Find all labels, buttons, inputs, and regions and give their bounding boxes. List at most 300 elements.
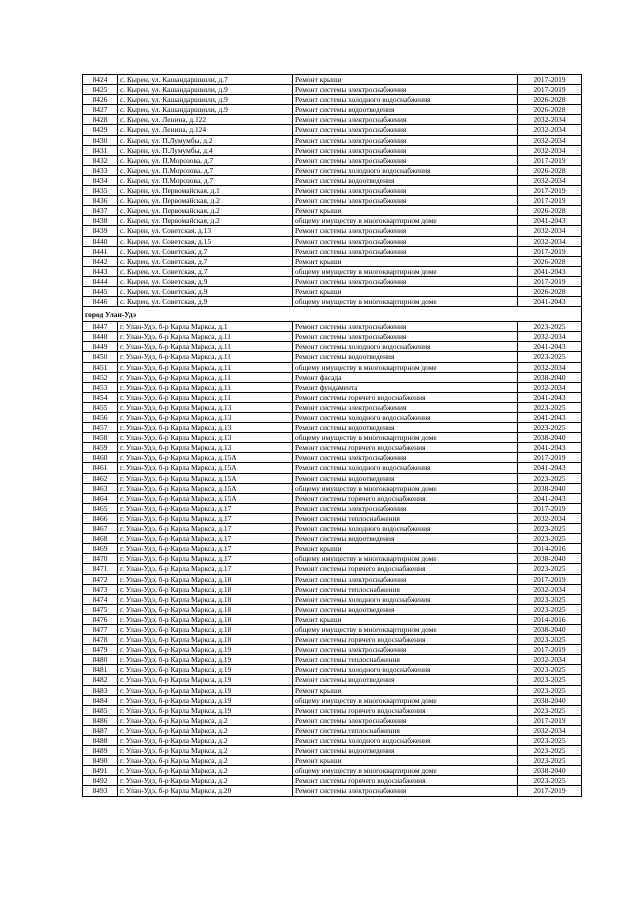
- table-row: [83, 226, 582, 236]
- work-type-cell: общему имуществу в многоквартирном доме: [293, 266, 518, 276]
- row-number: 8429: [83, 125, 118, 135]
- address-cell: г. Улан-Удэ, б-р Карла Маркса, д.18: [118, 594, 293, 604]
- address-cell: г. Улан-Удэ, б-р Карла Маркса, д.2: [118, 725, 293, 735]
- table-row: [83, 423, 582, 433]
- address-cell: г. Улан-Удэ, б-р Карла Маркса, д.17: [118, 503, 293, 513]
- row-number: 8463: [83, 483, 118, 493]
- work-type-cell: Ремонт системы водоотведения: [293, 746, 518, 756]
- table-row: [83, 216, 582, 226]
- address-cell: с. Кырен, ул. П.Морозова, д.7: [118, 165, 293, 175]
- period-cell: 2023-2025: [518, 756, 582, 766]
- work-type-cell: Ремонт системы электроснабжения: [293, 85, 518, 95]
- row-number: 8478: [83, 635, 118, 645]
- table-row: [83, 604, 582, 614]
- address-cell: г. Улан-Удэ, б-р Карла Маркса, д.18: [118, 574, 293, 584]
- address-cell: г. Улан-Удэ, б-р Карла Маркса, д.1: [118, 322, 293, 332]
- period-cell: 2026-2028: [518, 105, 582, 115]
- row-number: 8425: [83, 85, 118, 95]
- address-cell: г. Улан-Удэ, б-р Карла Маркса, д.19: [118, 645, 293, 655]
- table-row: [83, 584, 582, 594]
- period-cell: 2023-2025: [518, 534, 582, 544]
- work-type-cell: общему имуществу в многоквартирном доме: [293, 297, 518, 307]
- period-cell: 2041-2043: [518, 342, 582, 352]
- address-cell: г. Улан-Удэ, б-р Карла Маркса, д.17: [118, 524, 293, 534]
- row-number: 8461: [83, 463, 118, 473]
- work-type-cell: Ремонт системы холодного водоснабжения: [293, 665, 518, 675]
- row-number: 8426: [83, 95, 118, 105]
- table-row: [83, 135, 582, 145]
- work-type-cell: Ремонт системы теплоснабжения: [293, 513, 518, 523]
- row-number: 8441: [83, 246, 118, 256]
- work-type-cell: общему имуществу в многоквартирном доме: [293, 433, 518, 443]
- row-number: 8436: [83, 196, 118, 206]
- row-number: 8474: [83, 594, 118, 604]
- table-row: [83, 624, 582, 634]
- period-cell: 2038-2040: [518, 372, 582, 382]
- row-number: 8466: [83, 513, 118, 523]
- work-type-cell: Ремонт системы холодного водоснабжения: [293, 95, 518, 105]
- work-type-cell: общему имуществу в многоквартирном доме: [293, 766, 518, 776]
- work-type-cell: Ремонт системы электроснабжения: [293, 786, 518, 796]
- period-cell: 2032-2034: [518, 584, 582, 594]
- table-row: [83, 473, 582, 483]
- address-cell: с. Кырен, ул. Советская, д.15: [118, 236, 293, 246]
- row-number: 8484: [83, 695, 118, 705]
- row-number: 8481: [83, 665, 118, 675]
- period-cell: 2041-2043: [518, 216, 582, 226]
- address-cell: с. Кырен, ул. Кашандаршвили, д.9: [118, 95, 293, 105]
- period-cell: 2023-2025: [518, 705, 582, 715]
- table-row: [83, 256, 582, 266]
- address-cell: с. Кырен, ул. Кашандаршвили, д.7: [118, 75, 293, 85]
- work-type-cell: Ремонт системы электроснабжения: [293, 332, 518, 342]
- row-number: 8430: [83, 135, 118, 145]
- work-type-cell: общему имуществу в многоквартирном доме: [293, 554, 518, 564]
- work-type-cell: общему имуществу в многоквартирном доме: [293, 216, 518, 226]
- address-cell: с. Кырен, ул. Первомайская, д.2: [118, 196, 293, 206]
- period-cell: 2026-2028: [518, 206, 582, 216]
- work-type-cell: Ремонт системы электроснабжения: [293, 135, 518, 145]
- period-cell: 2017-2019: [518, 186, 582, 196]
- period-cell: 2023-2025: [518, 524, 582, 534]
- period-cell: 2041-2043: [518, 463, 582, 473]
- table-row: [83, 297, 582, 307]
- work-type-cell: Ремонт системы водоотведения: [293, 423, 518, 433]
- table-row: [83, 746, 582, 756]
- table-row: [83, 695, 582, 705]
- address-cell: г. Улан-Удэ, б-р Карла Маркса, д.15А: [118, 483, 293, 493]
- work-type-cell: Ремонт системы горячего водоснабжения: [293, 776, 518, 786]
- address-cell: г. Улан-Удэ, б-р Карла Маркса, д.15А: [118, 493, 293, 503]
- table-row: [83, 705, 582, 715]
- address-cell: г. Улан-Удэ, б-р Карла Маркса, д.11: [118, 362, 293, 372]
- row-number: 8477: [83, 624, 118, 634]
- table-row: [83, 332, 582, 342]
- address-cell: г. Улан-Удэ, б-р Карла Маркса, д.15А: [118, 453, 293, 463]
- address-cell: г. Улан-Удэ, б-р Карла Маркса, д.18: [118, 635, 293, 645]
- period-cell: 2023-2025: [518, 402, 582, 412]
- address-cell: г. Улан-Удэ, б-р Карла Маркса, д.15А: [118, 463, 293, 473]
- work-type-cell: Ремонт системы холодного водоснабжения: [293, 594, 518, 604]
- repair-schedule-table: [82, 74, 582, 797]
- period-cell: 2023-2025: [518, 352, 582, 362]
- work-type-cell: Ремонт системы водоотведения: [293, 675, 518, 685]
- table-row: [83, 675, 582, 685]
- period-cell: 2038-2040: [518, 433, 582, 443]
- period-cell: 2023-2025: [518, 776, 582, 786]
- table-row: [83, 105, 582, 115]
- period-cell: 2026-2028: [518, 165, 582, 175]
- period-cell: 2032-2034: [518, 362, 582, 372]
- row-number: 8454: [83, 392, 118, 402]
- address-cell: с. Кырен, ул. Ленина, д.122: [118, 115, 293, 125]
- row-number: 8485: [83, 705, 118, 715]
- table-row: [83, 463, 582, 473]
- work-type-cell: Ремонт системы электроснабжения: [293, 145, 518, 155]
- period-cell: 2017-2019: [518, 85, 582, 95]
- address-cell: г. Улан-Удэ, б-р Карла Маркса, д.2: [118, 715, 293, 725]
- work-type-cell: Ремонт системы электроснабжения: [293, 645, 518, 655]
- table-row: [83, 483, 582, 493]
- table-row: [83, 534, 582, 544]
- address-cell: г. Улан-Удэ, б-р Карла Маркса, д.19: [118, 695, 293, 705]
- address-cell: г. Улан-Удэ, б-р Карла Маркса, д.17: [118, 513, 293, 523]
- period-cell: 2041-2043: [518, 493, 582, 503]
- table-row: [83, 513, 582, 523]
- period-cell: 2032-2034: [518, 175, 582, 185]
- section-header-row: [83, 307, 582, 322]
- period-cell: 2014-2016: [518, 614, 582, 624]
- work-type-cell: Ремонт системы электроснабжения: [293, 322, 518, 332]
- row-number: 8459: [83, 443, 118, 453]
- table-row: [83, 236, 582, 246]
- work-type-cell: Ремонт системы теплоснабжения: [293, 584, 518, 594]
- address-cell: г. Улан-Удэ, б-р Карла Маркса, д.19: [118, 705, 293, 715]
- row-number: 8473: [83, 584, 118, 594]
- work-type-cell: Ремонт системы холодного водоснабжения: [293, 165, 518, 175]
- row-number: 8488: [83, 736, 118, 746]
- row-number: 8475: [83, 604, 118, 614]
- table-row: [83, 574, 582, 584]
- address-cell: г. Улан-Удэ, б-р Карла Маркса, д.11: [118, 342, 293, 352]
- address-cell: г. Улан-Удэ, б-р Карла Маркса, д.2: [118, 766, 293, 776]
- period-cell: 2032-2034: [518, 226, 582, 236]
- address-cell: г. Улан-Удэ, б-р Карла Маркса, д.17: [118, 534, 293, 544]
- work-type-cell: Ремонт системы горячего водоснабжения: [293, 493, 518, 503]
- period-cell: 2017-2019: [518, 246, 582, 256]
- table-row: [83, 493, 582, 503]
- work-type-cell: Ремонт системы электроснабжения: [293, 236, 518, 246]
- row-number: 8437: [83, 206, 118, 216]
- rows-kyren: [83, 75, 582, 307]
- table-row: [83, 165, 582, 175]
- address-cell: с. Кырен, ул. Советская, д.7: [118, 246, 293, 256]
- table-row: [83, 413, 582, 423]
- row-number: 8460: [83, 453, 118, 463]
- work-type-cell: общему имуществу в многоквартирном доме: [293, 483, 518, 493]
- table-row: [83, 645, 582, 655]
- address-cell: г. Улан-Удэ, б-р Карла Маркса, д.2: [118, 756, 293, 766]
- work-type-cell: Ремонт системы холодного водоснабжения: [293, 413, 518, 423]
- table-row: [83, 715, 582, 725]
- row-number: 8443: [83, 266, 118, 276]
- address-cell: г. Улан-Удэ, б-р Карла Маркса, д.13: [118, 413, 293, 423]
- period-cell: 2023-2025: [518, 685, 582, 695]
- table-row: [83, 75, 582, 85]
- row-number: 8464: [83, 493, 118, 503]
- address-cell: г. Улан-Удэ, б-р Карла Маркса, д.13: [118, 402, 293, 412]
- work-type-cell: Ремонт фундамента: [293, 382, 518, 392]
- address-cell: г. Улан-Удэ, б-р Карла Маркса, д.11: [118, 332, 293, 342]
- row-number: 8468: [83, 534, 118, 544]
- period-cell: 2023-2025: [518, 322, 582, 332]
- row-number: 8458: [83, 433, 118, 443]
- table-row: [83, 322, 582, 332]
- table-row: [83, 342, 582, 352]
- address-cell: г. Улан-Удэ, б-р Карла Маркса, д.17: [118, 554, 293, 564]
- row-number: 8456: [83, 413, 118, 423]
- work-type-cell: Ремонт крыши: [293, 614, 518, 624]
- table-row: [83, 266, 582, 276]
- table-row: [83, 635, 582, 645]
- row-number: 8428: [83, 115, 118, 125]
- period-cell: 2017-2019: [518, 75, 582, 85]
- work-type-cell: Ремонт системы электроснабжения: [293, 186, 518, 196]
- address-cell: г. Улан-Удэ, б-р Карла Маркса, д.2: [118, 746, 293, 756]
- row-number: 8448: [83, 332, 118, 342]
- row-number: 8455: [83, 402, 118, 412]
- table-row: [83, 155, 582, 165]
- work-type-cell: Ремонт системы электроснабжения: [293, 276, 518, 286]
- work-type-cell: Ремонт системы водоотведения: [293, 604, 518, 614]
- period-cell: 2038-2040: [518, 483, 582, 493]
- table-row: [83, 95, 582, 105]
- period-cell: 2041-2043: [518, 392, 582, 402]
- row-number: 8440: [83, 236, 118, 246]
- row-number: 8432: [83, 155, 118, 165]
- address-cell: г. Улан-Удэ, б-р Карла Маркса, д.13: [118, 433, 293, 443]
- period-cell: 2017-2019: [518, 196, 582, 206]
- table-row: [83, 85, 582, 95]
- period-cell: 2038-2040: [518, 695, 582, 705]
- row-number: 8457: [83, 423, 118, 433]
- address-cell: с. Кырен, ул. П.Морозова, д.7: [118, 155, 293, 165]
- period-cell: 2026-2028: [518, 256, 582, 266]
- table-row: [83, 186, 582, 196]
- work-type-cell: Ремонт системы холодного водоснабжения: [293, 736, 518, 746]
- address-cell: с. Кырен, ул. П.Морозова, д.7: [118, 175, 293, 185]
- work-type-cell: Ремонт крыши: [293, 75, 518, 85]
- address-cell: г. Улан-Удэ, б-р Карла Маркса, д.13: [118, 423, 293, 433]
- period-cell: 2023-2025: [518, 423, 582, 433]
- table-row: [83, 372, 582, 382]
- period-cell: 2041-2043: [518, 297, 582, 307]
- table-row: [83, 453, 582, 463]
- row-number: 8447: [83, 322, 118, 332]
- work-type-cell: Ремонт системы водоотведения: [293, 105, 518, 115]
- row-number: 8453: [83, 382, 118, 392]
- period-cell: 2017-2019: [518, 453, 582, 463]
- table-row: [83, 382, 582, 392]
- table-row: [83, 564, 582, 574]
- row-number: 8452: [83, 372, 118, 382]
- address-cell: с. Кырен, ул. Советская, д.9: [118, 276, 293, 286]
- table-row: [83, 766, 582, 776]
- table-row: [83, 286, 582, 296]
- period-cell: 2038-2040: [518, 624, 582, 634]
- row-number: 8427: [83, 105, 118, 115]
- table-row: [83, 246, 582, 256]
- period-cell: 2032-2034: [518, 135, 582, 145]
- work-type-cell: Ремонт системы электроснабжения: [293, 196, 518, 206]
- table-row: [83, 655, 582, 665]
- document-page: [82, 74, 582, 797]
- address-cell: г. Улан-Удэ, б-р Карла Маркса, д.11: [118, 372, 293, 382]
- period-cell: 2023-2025: [518, 594, 582, 604]
- period-cell: 2017-2019: [518, 503, 582, 513]
- work-type-cell: Ремонт системы горячего водоснабжения: [293, 392, 518, 402]
- row-number: 8445: [83, 286, 118, 296]
- address-cell: с. Кырен, ул. Первомайская, д.2: [118, 206, 293, 216]
- row-number: 8472: [83, 574, 118, 584]
- work-type-cell: Ремонт системы горячего водоснабжения: [293, 705, 518, 715]
- address-cell: с. Кырен, ул. П.Лумумбы, д.2: [118, 135, 293, 145]
- address-cell: с. Кырен, ул. Советская, д.13: [118, 226, 293, 236]
- table-row: [83, 786, 582, 796]
- table-row: [83, 115, 582, 125]
- work-type-cell: Ремонт системы теплоснабжения: [293, 725, 518, 735]
- row-number: 8449: [83, 342, 118, 352]
- table-row: [83, 503, 582, 513]
- table-row: [83, 736, 582, 746]
- row-number: 8446: [83, 297, 118, 307]
- table-row: [83, 776, 582, 786]
- row-number: 8486: [83, 715, 118, 725]
- work-type-cell: Ремонт системы электроснабжения: [293, 155, 518, 165]
- period-cell: 2017-2019: [518, 155, 582, 165]
- table-row: [83, 614, 582, 624]
- period-cell: 2038-2040: [518, 766, 582, 776]
- period-cell: 2026-2028: [518, 286, 582, 296]
- table-row: [83, 175, 582, 185]
- address-cell: г. Улан-Удэ, б-р Карла Маркса, д.19: [118, 675, 293, 685]
- work-type-cell: Ремонт системы электроснабжения: [293, 246, 518, 256]
- period-cell: 2023-2025: [518, 635, 582, 645]
- address-cell: г. Улан-Удэ, б-р Карла Маркса, д.2: [118, 776, 293, 786]
- period-cell: 2023-2025: [518, 604, 582, 614]
- table-row: [83, 544, 582, 554]
- period-cell: 2026-2028: [518, 95, 582, 105]
- address-cell: г. Улан-Удэ, б-р Карла Маркса, д.11: [118, 392, 293, 402]
- address-cell: с. Кырен, ул. Первомайская, д.1: [118, 186, 293, 196]
- row-number: 8489: [83, 746, 118, 756]
- table-row: [83, 276, 582, 286]
- table-row: [83, 443, 582, 453]
- address-cell: г. Улан-Удэ, б-р Карла Маркса, д.19: [118, 685, 293, 695]
- row-number: 8438: [83, 216, 118, 226]
- row-number: 8444: [83, 276, 118, 286]
- table-row: [83, 402, 582, 412]
- row-number: 8439: [83, 226, 118, 236]
- period-cell: 2017-2019: [518, 574, 582, 584]
- work-type-cell: Ремонт системы водоотведения: [293, 352, 518, 362]
- row-number: 8487: [83, 725, 118, 735]
- period-cell: 2023-2025: [518, 675, 582, 685]
- address-cell: с. Кырен, ул. Кашандаршвили, д.9: [118, 105, 293, 115]
- period-cell: 2032-2034: [518, 115, 582, 125]
- table-row: [83, 125, 582, 135]
- work-type-cell: общему имуществу в многоквартирном доме: [293, 695, 518, 705]
- work-type-cell: Ремонт системы водоотведения: [293, 175, 518, 185]
- address-cell: г. Улан-Удэ, б-р Карла Маркса, д.11: [118, 352, 293, 362]
- work-type-cell: Ремонт крыши: [293, 256, 518, 266]
- row-number: 8462: [83, 473, 118, 483]
- period-cell: 2023-2025: [518, 746, 582, 756]
- section-ulan-ude: [83, 307, 582, 322]
- period-cell: 2023-2025: [518, 736, 582, 746]
- section-title: город Улан-Удэ: [83, 307, 582, 322]
- work-type-cell: Ремонт фасада: [293, 372, 518, 382]
- period-cell: 2041-2043: [518, 266, 582, 276]
- row-number: 8490: [83, 756, 118, 766]
- work-type-cell: Ремонт крыши: [293, 206, 518, 216]
- table-row: [83, 524, 582, 534]
- work-type-cell: Ремонт системы холодного водоснабжения: [293, 524, 518, 534]
- work-type-cell: Ремонт системы водоотведения: [293, 534, 518, 544]
- address-cell: с. Кырен, ул. Первомайская, д.2: [118, 216, 293, 226]
- address-cell: г. Улан-Удэ, б-р Карла Маркса, д.17: [118, 564, 293, 574]
- table-row: [83, 392, 582, 402]
- table-row: [83, 352, 582, 362]
- row-number: 8433: [83, 165, 118, 175]
- address-cell: г. Улан-Удэ, б-р Карла Маркса, д.19: [118, 665, 293, 675]
- address-cell: с. Кырен, ул. П.Лумумбы, д.4: [118, 145, 293, 155]
- row-number: 8469: [83, 544, 118, 554]
- row-number: 8465: [83, 503, 118, 513]
- address-cell: г. Улан-Удэ, б-р Карла Маркса, д.2: [118, 736, 293, 746]
- period-cell: 2032-2034: [518, 513, 582, 523]
- work-type-cell: Ремонт системы электроснабжения: [293, 453, 518, 463]
- work-type-cell: Ремонт системы горячего водоснабжения: [293, 635, 518, 645]
- period-cell: 2023-2025: [518, 665, 582, 675]
- address-cell: г. Улан-Удэ, б-р Карла Маркса, д.20: [118, 786, 293, 796]
- work-type-cell: Ремонт крыши: [293, 685, 518, 695]
- period-cell: 2032-2034: [518, 332, 582, 342]
- period-cell: 2032-2034: [518, 145, 582, 155]
- period-cell: 2032-2034: [518, 655, 582, 665]
- address-cell: с. Кырен, ул. Советская, д.9: [118, 286, 293, 296]
- work-type-cell: Ремонт системы холодного водоснабжения: [293, 463, 518, 473]
- row-number: 8442: [83, 256, 118, 266]
- period-cell: 2032-2034: [518, 125, 582, 135]
- period-cell: 2017-2019: [518, 786, 582, 796]
- table-row: [83, 725, 582, 735]
- period-cell: 2014-2016: [518, 544, 582, 554]
- period-cell: 2017-2019: [518, 645, 582, 655]
- period-cell: 2041-2043: [518, 443, 582, 453]
- row-number: 8476: [83, 614, 118, 624]
- period-cell: 2023-2025: [518, 564, 582, 574]
- work-type-cell: Ремонт системы горячего водоснабжения: [293, 564, 518, 574]
- work-type-cell: Ремонт системы электроснабжения: [293, 125, 518, 135]
- period-cell: 2023-2025: [518, 473, 582, 483]
- period-cell: 2038-2040: [518, 554, 582, 564]
- period-cell: 2041-2043: [518, 413, 582, 423]
- work-type-cell: общему имуществу в многоквартирном доме: [293, 624, 518, 634]
- address-cell: г. Улан-Удэ, б-р Карла Маркса, д.13: [118, 443, 293, 453]
- address-cell: с. Кырен, ул. Советская, д.9: [118, 297, 293, 307]
- work-type-cell: Ремонт системы горячего водоснабжения: [293, 443, 518, 453]
